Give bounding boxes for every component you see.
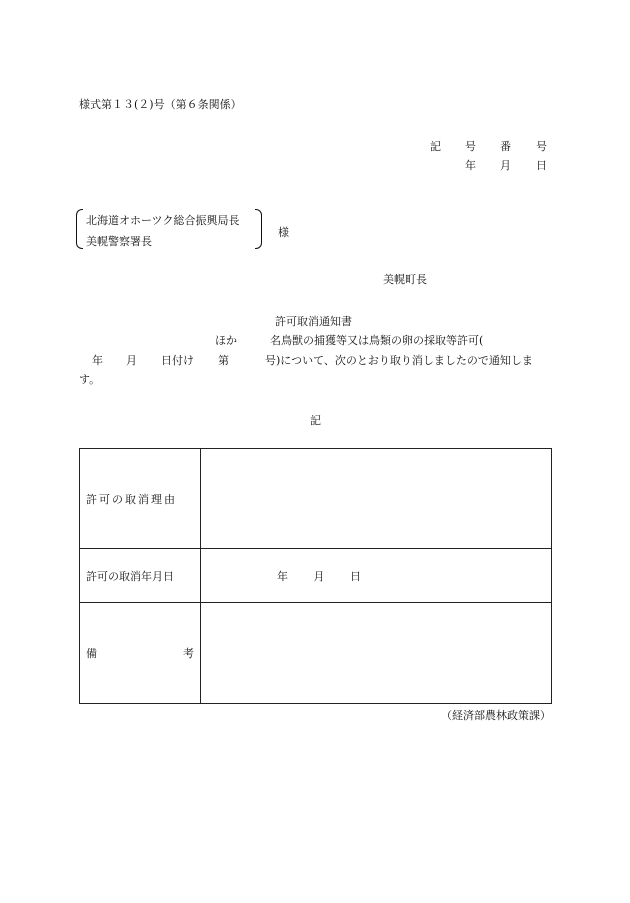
doc-go: 号 bbox=[465, 140, 476, 153]
body-hoka: ほか bbox=[215, 334, 237, 347]
document-title: 許可取消通知書 bbox=[275, 315, 352, 328]
ki-heading: 記 bbox=[310, 414, 321, 427]
body-date-suffix: 日付け bbox=[161, 354, 194, 367]
label-remarks bbox=[80, 603, 201, 704]
doc-go-2: 号 bbox=[536, 140, 547, 153]
body-line-2: 号)について、次のとおり取り消しましたので通知しま bbox=[265, 354, 533, 367]
value-remarks[interactable] bbox=[201, 603, 552, 704]
body-year: 年 bbox=[92, 354, 103, 367]
honorific: 様 bbox=[278, 226, 289, 239]
label-remarks-a: 備 bbox=[86, 647, 97, 660]
label-remarks-b: 考 bbox=[183, 647, 194, 660]
bracket-right bbox=[255, 209, 262, 249]
table-row-date bbox=[80, 549, 552, 603]
value-date-month: 月 bbox=[313, 569, 325, 583]
doc-ban: 番 bbox=[500, 140, 511, 153]
table-row-reason bbox=[80, 449, 552, 549]
date-year: 年 bbox=[465, 159, 476, 172]
value-date[interactable] bbox=[201, 549, 552, 603]
body-month: 月 bbox=[126, 354, 137, 367]
sender: 美幌町長 bbox=[383, 273, 427, 286]
label-date: 許可の取消年月日 bbox=[80, 549, 201, 603]
bracket-left bbox=[76, 209, 83, 249]
details-table bbox=[79, 448, 552, 704]
body-dai: 第 bbox=[218, 354, 229, 367]
doc-ki: 記 bbox=[430, 140, 441, 153]
department: （経済部農林政策課） bbox=[441, 709, 551, 722]
date-month: 月 bbox=[500, 159, 511, 172]
table-row-remarks bbox=[80, 603, 552, 704]
body-line-1: 名鳥獣の捕獲等又は鳥類の卵の採取等許可( bbox=[270, 334, 484, 347]
addressee-1: 北海道オホーツク総合振興局長 bbox=[86, 214, 240, 227]
value-reason[interactable] bbox=[201, 449, 552, 549]
date-day: 日 bbox=[536, 159, 547, 172]
value-date-day: 日 bbox=[350, 569, 361, 583]
form-number: 様式第１３(２)号（第６条関係） bbox=[79, 98, 242, 111]
body-line-3: す。 bbox=[79, 373, 101, 386]
value-date-year: 年 bbox=[277, 569, 288, 583]
addressee-2: 美幌警察署長 bbox=[86, 235, 152, 248]
label-reason: 許可の取消理由 bbox=[80, 449, 201, 549]
